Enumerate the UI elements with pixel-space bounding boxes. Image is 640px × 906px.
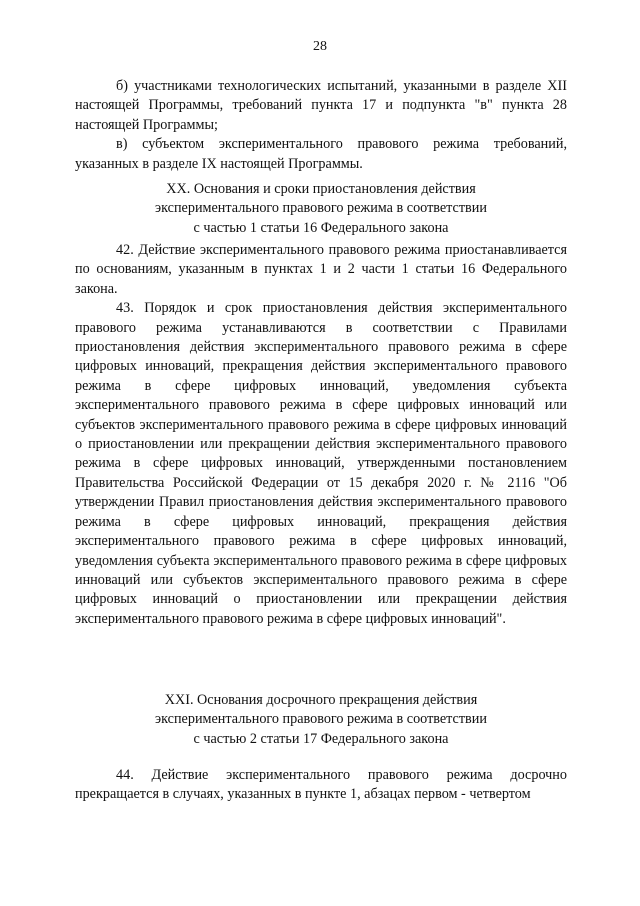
paragraph-43: 43. Порядок и срок приостановления действия экспериментального правового режима устанавливаются в соответствии с Правилами приостановления действия экспериментального правового режима в сфере цифровых инноваций, прекращения действия экспериментального правового режима в сфере цифровых инноваций, уведомления субъекта экспериментального правового режима в сфере цифровых инноваций или субъектов экспериментального правового режима в сфере цифровых инноваций о приостановлении или прекращении действия экспериментального правового режима в сфере цифровых инноваций, утвержденными постановлением Правительства Российской Федерации от 15 декабря 2020 г. № 2116 "Об утверждении Правил приостановления действия экспериментального правового режима в сфере цифровых инноваций, прекращения действия экспериментального правового режима в сфере цифровых инноваций, уведомления субъекта экспериментального правового режима в сфере цифровых инноваций или субъектов экспериментального правового режима в сфере цифровых инноваций о приостановлении или прекращении действия экспериментального правового режима в сфере цифровых инноваций". [75,300,567,627]
paragraph-42: 42. Действие экспериментального правового режима приостанавливается по основаниям, указанным в пунктах 1 и 2 части 1 статьи 16 Федерального закона. [75,242,567,297]
heading-line: с частью 1 статьи 16 Федерального закона [193,219,449,236]
paragraph-group-suspension [75,241,567,629]
paragraph-b: б) участниками технологических испытаний, указанными в разделе XII настоящей Программы, требований пункта 17 и подпункта "в" пункта 28 настоящей Программы; [75,78,567,133]
section-heading-xx [75,180,567,238]
heading-line: экспериментального правового режима в соответствии [155,711,487,728]
heading-line: с частью 2 статьи 17 Федерального закона [193,730,449,747]
paragraph-group-termination [75,766,567,805]
paragraph-v: в) субъектом экспериментального правового режима требований, указанных в разделе IX настоящей Программы. [75,136,567,172]
paragraph-group-conditions [75,77,567,174]
section-heading-xxi [75,691,567,749]
heading-line: экспериментального правового режима в соответствии [155,200,487,217]
heading-line: XX. Основания и сроки приостановления действия [166,181,476,197]
paragraph-44: 44. Действие экспериментального правового режима досрочно прекращается в случаях, указанных в пункте 1, абзацах первом - четвертом [75,767,567,803]
page-number: 28 [313,39,327,54]
heading-line: XXI. Основания досрочного прекращения действия [164,692,478,708]
